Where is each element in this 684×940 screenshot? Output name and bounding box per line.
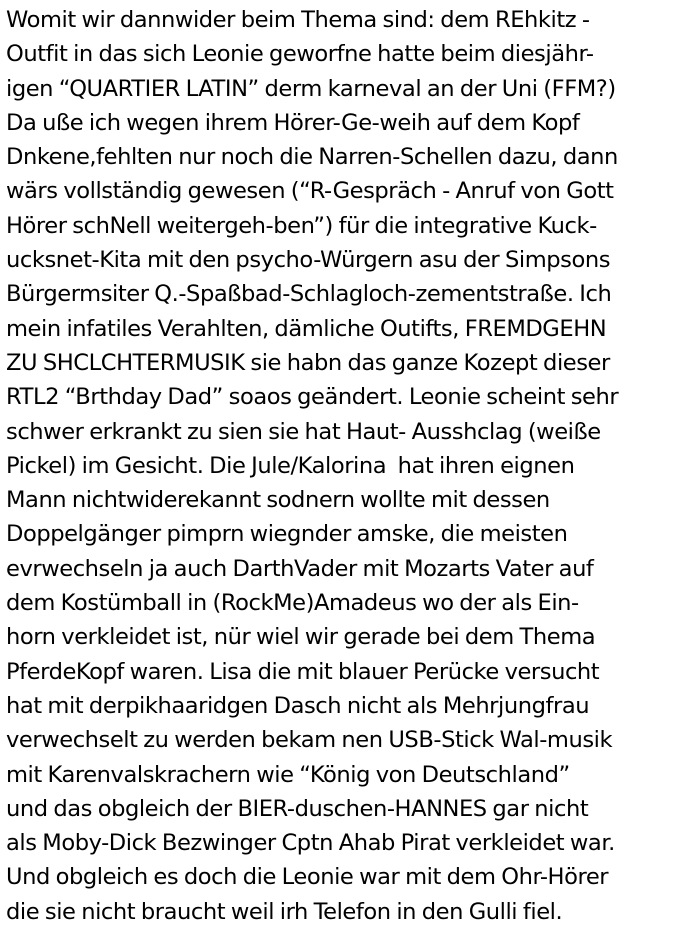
text-line-13: schwer erkrankt zu sien sie hat Haut- Ausshclag (weiße (6, 418, 601, 445)
text-line-14: Pickel) im Gesicht. Die Jule/Kalorina hat ihren eignen (6, 452, 575, 479)
text-line-22: verwechselt zu werden bekam nen USB-Stick Wal-musik (6, 727, 613, 754)
text-line-16: Doppelgänger pimprn wiegnder amske, die meisten (6, 521, 568, 548)
text-line-21: hat mit derpikhaaridgen Dasch nicht als Mehrjungfrau (6, 692, 590, 719)
text-line-7: Hörer schNell weitergeh-ben”) für die integrative Kuck- (6, 212, 597, 239)
text-line-2: Outfit in das sich Leonie geworfne hatte beim diesjähr- (6, 41, 594, 68)
text-line-25: als Moby-Dick Bezwinger Cptn Ahab Pirat verkleidet war. (6, 830, 615, 857)
text-line-15: Mann nichtwiderekannt sodnern wollte mit dessen (6, 487, 550, 514)
text-line-27: die sie nicht braucht weil irh Telefon in den Gulli fiel. (6, 898, 563, 925)
text-line-5: Dnkene,fehlten nur noch die Narren-Schellen dazu, dann (6, 144, 618, 171)
text-line-17: evrwechseln ja auch DarthVader mit Mozarts Vater auf (6, 555, 594, 582)
text-line-19: horn verkleidet ist, nür wiel wir gerade bei dem Thema (6, 624, 596, 651)
text-line-4: Da uße ich wegen ihrem Hörer-Ge-weih auf dem Kopf (6, 109, 580, 136)
text-line-1: Womit wir dannwider beim Thema sind: dem REhkitz - (6, 7, 590, 33)
text-line-8: ucksnet-Kita mit den psycho-Würgern asu der Simpsons (6, 247, 611, 274)
text-line-6: wärs vollständig gewesen (“R-Gespräch - Anruf von Gott (6, 178, 614, 205)
text-line-3: igen “QUARTIER LATIN” derm karneval an der Uni (FFM?) (6, 75, 616, 102)
text-line-9: Bürgermsiter Q.-Spaßbad-Schlagloch-zementstraße. Ich (6, 281, 612, 308)
text-line-12: RTL2 “Brthday Dad” soaos geändert. Leonie scheint sehr (6, 384, 619, 411)
text-line-20: PferdeKopf waren. Lisa die mit blauer Perücke versucht (6, 658, 600, 685)
document-body (6, 3, 682, 929)
text-line-11: ZU SHCLCHTERMUSIK sie habn das ganze Kozept dieser (6, 349, 610, 376)
text-line-24: und das obgleich der BIER-duschen-HANNES gar nicht (6, 795, 589, 822)
text-line-10: mein infatiles Verahlten, dämliche Outifts, FREMDGEHN (6, 315, 607, 342)
text-line-18: dem Kostümball in (RockMe)Amadeus wo der als Ein- (6, 590, 579, 617)
text-line-23: mit Karenvalskrachern wie “König von Deutschland” (6, 761, 570, 788)
text-line-26: Und obgleich es doch die Leonie war mit dem Ohr-Hörer (6, 864, 609, 891)
